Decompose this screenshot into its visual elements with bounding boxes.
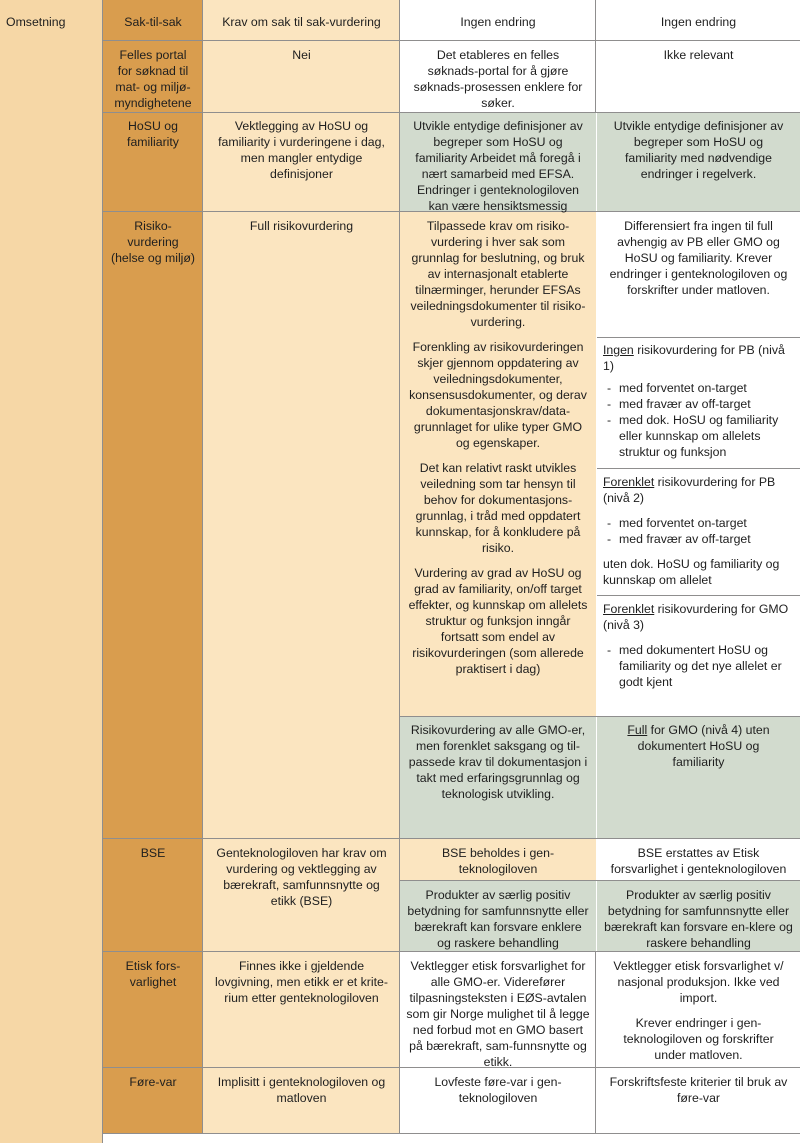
niva-1-list-item: - med forventet on-target	[603, 380, 794, 396]
risiko-b-text	[400, 218, 596, 677]
row-divider	[103, 1133, 800, 1134]
row-divider	[103, 838, 800, 839]
risiko-krav: Full risikovurdering	[249, 219, 354, 233]
risiko-niva-4	[597, 722, 800, 770]
sub-divider	[597, 595, 800, 596]
sub-divider	[400, 880, 800, 881]
niva-2-list	[603, 515, 794, 547]
niva-3-list	[603, 642, 794, 690]
portal-krav: Nei	[292, 48, 311, 62]
bse-krav: Genteknologiloven har krav om vurdering og vektlegging av bærekraft, samfunnsnytte og etikk (BSE)	[216, 846, 387, 908]
risiko-niva-2	[597, 474, 800, 588]
header-ingen-endring-c: Ingen endring	[660, 15, 737, 29]
row-label-etisk: Etisk fors-varlighet	[125, 959, 181, 989]
niva-3-heading-underlined: Forenklet	[603, 602, 655, 616]
row-divider	[103, 112, 800, 113]
niva-2-heading-underlined: Forenklet	[603, 475, 655, 489]
sub-divider	[597, 468, 800, 469]
row-divider	[103, 40, 800, 41]
etisk-c-paragraph-2: Krever endringer i gen-teknologiloven og forskrifter under matloven.	[623, 1016, 774, 1062]
niva-2-after: uten dok. HoSU og familiarity og kunnskap om allelet	[603, 557, 780, 587]
niva-2-list-item: - med fravær av off-target	[603, 531, 794, 547]
row-label-portal: Felles portal for søknad til mat- og miljø-myndighetene	[114, 48, 192, 110]
sub-divider	[597, 337, 800, 338]
row-label-fore-var: Føre-var	[129, 1075, 177, 1089]
niva-1-list-item: - med dok. HoSU og familiarity eller kunnskap om allelets struktur og funksjon	[603, 412, 794, 460]
risiko-b-paragraph-2: Forenkling av risikovurderingen skjer gjennom oppdatering av veiledningsdokumenter, konsensusdokumenter, og derav dokumentasjonskrav/data-grunnlaget for ulike typer GMO og egenskaper.	[409, 340, 587, 450]
hosu-krav: Vektlegging av HoSU og familiarity i vurderingene i dag, men mangler entydige definisjoner	[218, 119, 385, 181]
header-ingen-endring-b: Ingen endring	[460, 15, 536, 29]
fore-krav: Implisitt i genteknologiloven og matloven	[217, 1075, 386, 1105]
portal-b: Det etableres en felles søknads-portal for å gjøre søknads-prosessen enklere for søker.	[413, 48, 583, 110]
header-sak-til-sak: Sak-til-sak	[124, 15, 182, 29]
niva-4-underlined: Full	[627, 723, 648, 737]
niva-1-list-item: - med fravær av off-target	[603, 396, 794, 412]
header-krav: Krav om sak til sak-vurdering	[222, 15, 381, 29]
etisk-c-paragraph-1: Vektlegger etisk forsvarlighet v/ nasjonal produksjon. Ikke ved import.	[613, 959, 784, 1005]
bse-c2: Produkter av særlig positiv betydning for samfunnsnytte eller bærekraft kan forsvare en-klere og raskere behandling	[604, 888, 793, 950]
row-label-bse: BSE	[140, 846, 166, 860]
bse-b2: Produkter av særlig positiv betydning for samfunnsnytte eller bærekraft kan forsvare enklere og raskere behandling	[407, 888, 589, 950]
row-label-hosu: HoSU og familiarity	[127, 119, 179, 149]
etisk-c	[597, 958, 800, 1063]
niva-1-list	[603, 380, 794, 460]
risiko-b-paragraph-1: Tilpassede krav om risiko-vurdering i hver sak som grunnlag for beslutning, og bruk av internasjonalt etablerte tilnærminger, herunder EFSAs veiledningsdokumenter til risiko-vurdering.	[410, 219, 586, 329]
niva-1-heading-underlined: Ingen	[603, 343, 634, 357]
fore-b: Lovfeste føre-var i gen-teknologiloven	[434, 1075, 562, 1105]
column-omsetning	[0, 0, 103, 1143]
etisk-b: Vektlegger etisk forsvarlighet for alle GMO-er. Viderefører tilpasningsteksten i EØS-avtalen som gir Norge mulighet til å legge ned forbud mot en GMO basert på bærekraft, sam-funnsnytte og etikk.	[406, 959, 590, 1069]
niva-2-list-item: - med forventet on-target	[603, 515, 794, 531]
niva-1-heading-rest: risikovurdering for PB (nivå 1)	[603, 343, 785, 373]
risiko-c-paragraph-1: Differensiert fra ingen til full avhengig av PB eller GMO og HoSU og familiarity. Krever endringer i genteknologiloven og forskrifter under matloven.	[609, 219, 788, 297]
row-label-risiko: Risiko-vurdering (helse og miljø)	[110, 219, 196, 265]
niva-3-heading	[603, 601, 794, 633]
bse-c1: BSE erstattes av Etisk forsvarlighet i genteknologiloven	[610, 846, 787, 876]
niva-4-rest: for GMO (nivå 4) uten dokumentert HoSU og familiarity	[637, 723, 770, 769]
risiko-niva-3	[597, 601, 800, 690]
sub-divider	[400, 716, 800, 717]
risiko-b-paragraph-4: Vurdering av grad av HoSU og grad av familiarity, on/off target effekter, og kunnskap om allelets struktur og funksjon inngår fortsatt som endel av risikovurderingen (som allerede praktisert i dag)	[408, 566, 588, 676]
niva-3-heading-rest: risikovurdering for GMO (nivå 3)	[603, 602, 789, 632]
niva-3-list-item: - med dokumentert HoSU og familiarity og det nye allelet er godt kjent	[603, 642, 794, 690]
row-divider	[103, 951, 800, 952]
hosu-c: Utvikle entydige definisjoner av begreper som HoSU og familiarity med nødvendige endringer i regelverk.	[613, 119, 784, 181]
niva-1-heading	[603, 342, 794, 374]
risiko-niva-1	[597, 342, 800, 460]
portal-c: Ikke relevant	[663, 48, 734, 62]
niva-2-heading-rest: risikovurdering for PB (nivå 2)	[603, 475, 776, 505]
etisk-krav: Finnes ikke i gjeldende lovgivning, men etikk er et krite-rium etter genteknologiloven	[215, 959, 388, 1005]
fore-c: Forskriftsfeste kriterier til bruk av føre-var	[609, 1075, 788, 1105]
risiko-b-paragraph-5: Risikovurdering av alle GMO-er, men forenklet saksgang og til-passede krav til dokumentasjon i takt med erfaringsgrunnlag og teknologisk utvikling.	[408, 723, 588, 801]
bse-b1: BSE beholdes i gen-teknologiloven	[441, 846, 555, 876]
omsetning-label: Omsetning	[6, 15, 66, 29]
niva-2-heading	[603, 474, 794, 506]
risiko-b-paragraph-3: Det kan relativt raskt utvikles veiledning som tar hensyn til behov for dokumentasjons-grunnlag, i tråd med oppdatert kunnskap, for å konkludere på risiko.	[415, 461, 581, 555]
hosu-b: Utvikle entydige definisjoner av begreper som HoSU og familiarity Arbeidet må foregå i nært samarbeid med EFSA. Endringer i genteknologiloven kan være hensiktsmessig	[413, 119, 583, 213]
